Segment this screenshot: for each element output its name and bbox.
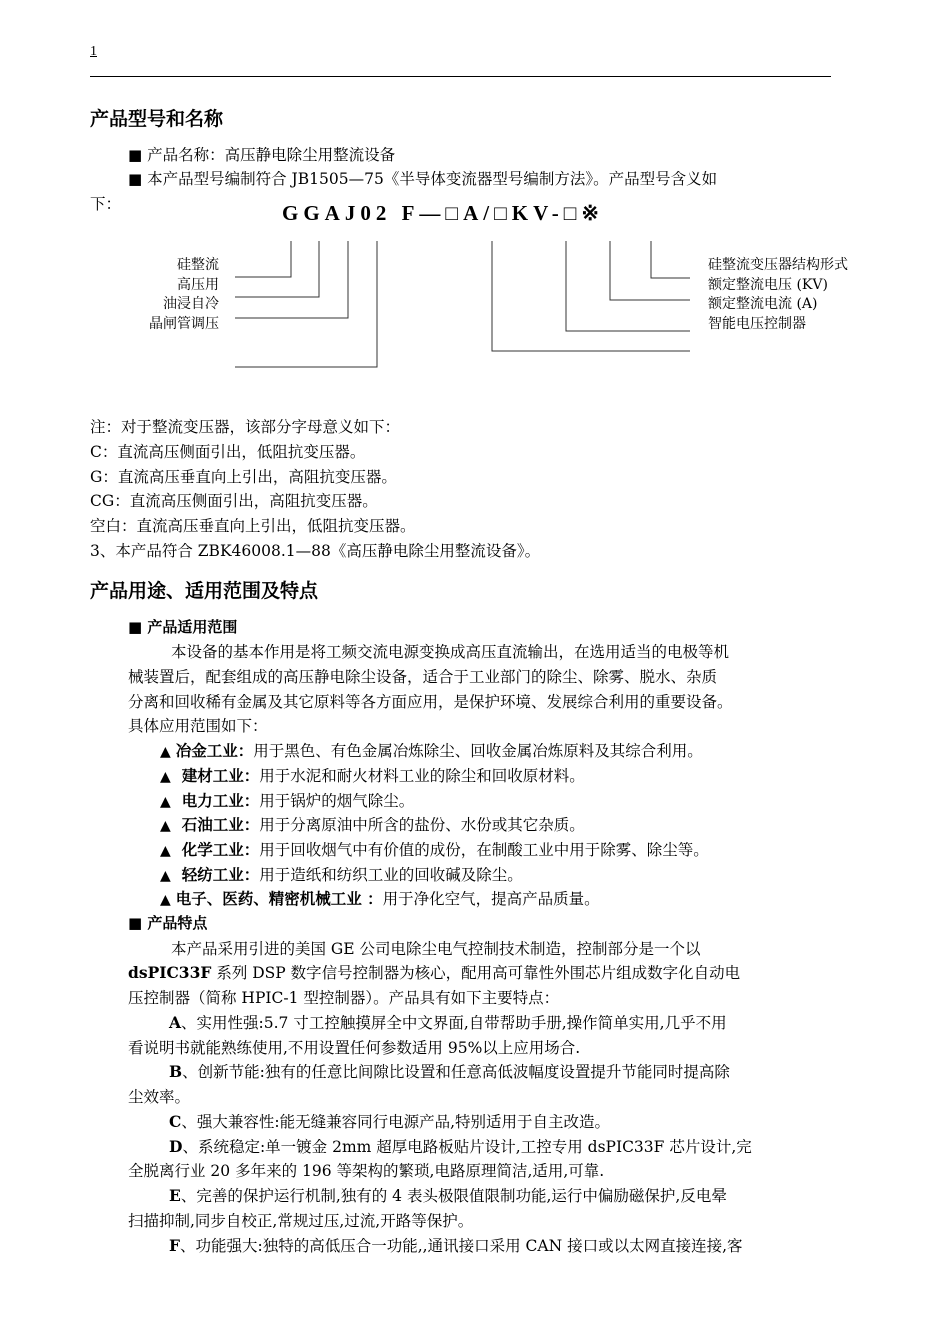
industry-name: 建材工业：	[181, 767, 260, 785]
label-transformer-structure: 硅整流变压器结构形式	[708, 257, 848, 273]
feature-text: 、创新节能:独有的任意比间隙比设置和任意高低波幅度设置提升节能同时提高除	[182, 1063, 730, 1081]
feature-item-line	[169, 1011, 727, 1033]
label-oil-cooling: 油浸自冷	[163, 296, 219, 312]
bullet-square-icon: ■	[128, 914, 143, 932]
feature-item-line	[169, 1110, 610, 1132]
label-high-voltage: 高压用	[177, 276, 219, 293]
industry-desc: 用于分离原油中所含的盐份、水份或其它杂质。	[259, 816, 585, 834]
features-intro-line-2	[128, 961, 740, 983]
triangle-bullet-icon: ▲	[160, 769, 171, 785]
industry-item	[160, 838, 709, 860]
feature-item-line-cont: 看说明书就能熟练使用,不用设置任何参数适用 95%以上应用场合.	[128, 1039, 581, 1057]
feature-letter: C	[169, 1112, 182, 1131]
note-line-cg: CG：直流高压侧面引出，高阻抗变压器。	[90, 492, 378, 510]
industry-item	[160, 764, 585, 786]
industry-name: 石油工业：	[181, 816, 260, 834]
feature-letter: A	[169, 1013, 182, 1032]
bullet-square-icon: ■	[128, 170, 143, 188]
note-line-c: C：直流高压侧面引出，低阻抗变压器。	[90, 443, 366, 461]
chip-model: dsPIC33F	[128, 963, 212, 982]
industry-desc: 用于水泥和耐火材料工业的除尘和回收原材料。	[259, 767, 585, 785]
scope-para-line-2: 械装置后，配套组成的高压静电除尘设备，适合于工业部门的除尘、除雾、脱水、杂质	[128, 668, 718, 686]
feature-text: 、强大兼容性:能无缝兼容同行电源产品,特别适用于自主改造。	[181, 1113, 610, 1131]
model-code: GGAJ02 F—□A/□KV-□※	[282, 201, 604, 225]
features-intro-text: 系列 DSP 数字信号控制器为核心，配用高可靠性外围芯片组成数字化自动电	[211, 964, 741, 982]
label-smart-controller: 智能电压控制器	[708, 315, 806, 332]
industry-item	[160, 739, 703, 761]
model-description-text: 本产品型号编制符合 JB1505—75《半导体变流器型号编制方法》。产品型号含义如	[147, 170, 718, 188]
industry-desc: 用于净化空气，提高产品质量。	[382, 890, 600, 908]
section-title-model: 产品型号和名称	[90, 108, 224, 130]
feature-item-line-cont: 尘效率。	[128, 1088, 191, 1106]
feature-item-line	[169, 1060, 730, 1082]
feature-item-line	[169, 1135, 752, 1157]
triangle-bullet-icon: ▲	[160, 868, 171, 884]
feature-letter: B	[169, 1062, 183, 1081]
feature-item-line-cont: 扫描抑制,同步自校正,常规过压,过流,开路等保护。	[128, 1212, 474, 1230]
bracket-line-g1	[235, 241, 291, 277]
feature-letter: D	[169, 1137, 183, 1156]
note-line-1: 注：对于整流变压器，该部分字母意义如下：	[90, 418, 401, 436]
triangle-bullet-icon: ▲	[160, 744, 171, 760]
product-name-text: 产品名称：高压静电除尘用整流设备	[147, 146, 396, 164]
feature-letter: F	[169, 1236, 181, 1255]
features-intro-line-3: 压控制器（简称 HPIC-1 型控制器）。产品具有如下主要特点：	[128, 989, 560, 1007]
industry-desc: 用于黑色、有色金属冶炼除尘、回收金属冶炼原料及其综合利用。	[253, 742, 703, 760]
scope-title: 产品适用范围	[147, 618, 238, 636]
section-title-usage: 产品用途、适用范围及特点	[90, 580, 319, 602]
scope-para-line-3: 分离和回收稀有金属及其它原料等各方面应用，是保护环境、发展综合利用的重要设备。	[128, 693, 733, 711]
label-thyristor: 晶闸管调压	[149, 315, 219, 332]
triangle-bullet-icon: ▲	[160, 818, 171, 834]
triangle-bullet-icon: ▲	[160, 794, 171, 810]
label-silicon-rectifier: 硅整流	[177, 257, 219, 273]
triangle-bullet-icon: ▲	[160, 892, 171, 908]
bracket-line-f	[492, 241, 690, 351]
industry-item	[160, 813, 585, 835]
industry-desc: 用于造纸和纺织工业的回收碱及除尘。	[259, 866, 523, 884]
industry-name: 电子、医药、精密机械工业 ：	[175, 890, 383, 908]
label-rated-current: 额定整流电流 (A)	[708, 296, 818, 312]
industry-item	[160, 887, 600, 909]
bracket-line-j02	[235, 241, 377, 367]
feature-text: 、完善的保护运行机制,独有的 4 表头极限值限制功能,运行中偏励磁保护,反电晕	[180, 1187, 727, 1205]
industry-name: 电力工业：	[181, 792, 260, 810]
bullet-square-icon: ■	[128, 146, 143, 164]
industry-name: 化学工业：	[181, 841, 260, 859]
feature-text: 、系统稳定:单一镀金 2mm 超厚电路板贴片设计,工控专用 dsPIC33F 芯片设计,完	[182, 1138, 752, 1156]
scope-para-line-4: 具体应用范围如下：	[128, 717, 268, 735]
feature-letter: E	[169, 1186, 181, 1205]
triangle-bullet-icon: ▲	[160, 843, 171, 859]
bracket-line-g2	[235, 241, 319, 297]
note-line-standard: 3、本产品符合 ZBK46008.1—88《高压静电除尘用整流设备》。	[90, 542, 541, 560]
note-line-blank: 空白：直流高压垂直向上引出，低阻抗变压器。	[90, 517, 416, 535]
industry-item	[160, 863, 523, 885]
industry-desc: 用于锅炉的烟气除尘。	[259, 792, 415, 810]
bullet-square-icon: ■	[128, 618, 143, 636]
industry-name: 冶金工业：	[175, 742, 254, 760]
page-number: 1	[90, 44, 97, 59]
features-title: 产品特点	[147, 914, 208, 932]
feature-item-line-cont: 全脱离行业 20 多年来的 196 等架构的繁琐,电路原理简洁,适用,可靠.	[128, 1162, 605, 1180]
feature-text: 、功能强大:独特的高低压合一功能,,通讯接口采用 CAN 接口或以太网直接连接,客	[180, 1237, 743, 1255]
bracket-line-a2	[566, 241, 690, 331]
note-line-g: G：直流高压垂直向上引出，高阻抗变压器。	[90, 468, 397, 486]
industry-name: 轻纺工业：	[181, 866, 260, 884]
label-rated-voltage: 额定整流电压 (KV)	[708, 276, 828, 293]
feature-item-line	[169, 1234, 743, 1256]
features-intro-line-1: 本产品采用引进的美国 GE 公司电除尘电气控制技术制造，控制部分是一个以	[171, 940, 701, 958]
industry-item	[160, 789, 414, 811]
bracket-line-kv	[610, 241, 690, 300]
scope-heading	[128, 616, 237, 637]
features-heading	[128, 912, 207, 933]
scope-para-line-1: 本设备的基本作用是将工频交流电源变换成高压直流输出，在选用适当的电极等机	[171, 643, 730, 661]
model-description-cont: 下：	[90, 195, 122, 213]
bracket-line-struct	[651, 241, 690, 278]
feature-text: 、实用性强:5.7 寸工控触摸屏全中文界面,自带帮助手册,操作简单实用,几乎不用	[181, 1014, 727, 1032]
feature-item-line	[169, 1184, 727, 1206]
industry-desc: 用于回收烟气中有价值的成份，在制酸工业中用于除雾、除尘等。	[259, 841, 709, 859]
